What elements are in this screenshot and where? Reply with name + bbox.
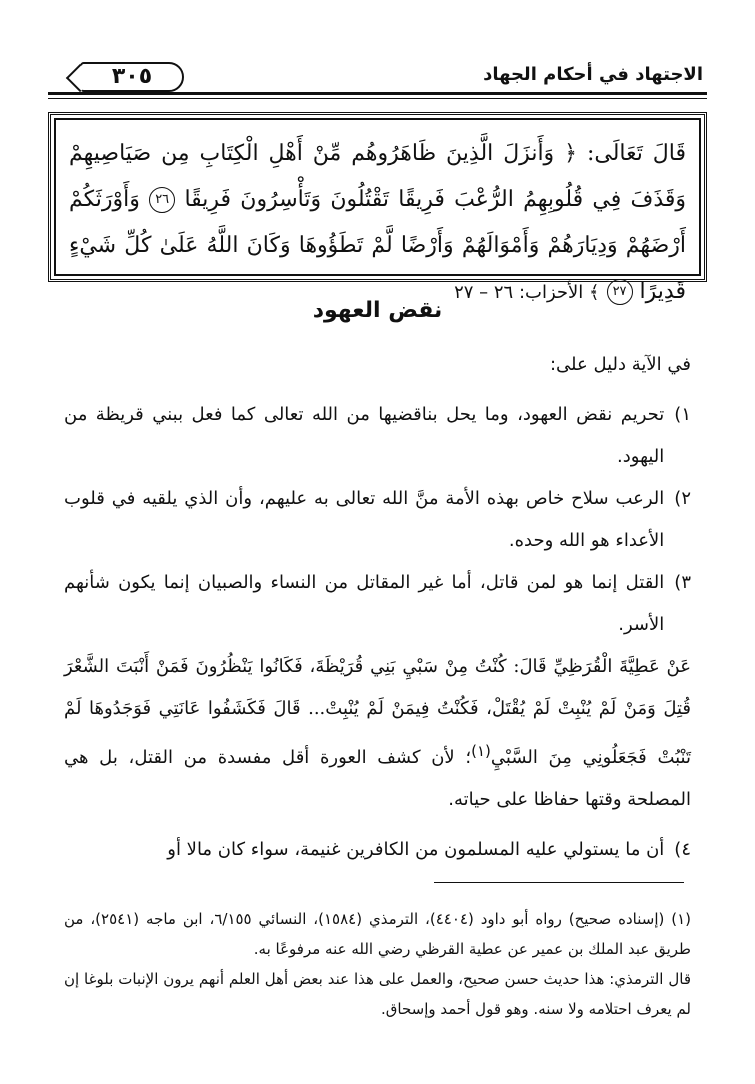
hadith-text: عَنْ عَطِيَّةَ الْقُرَظِيِّ قَالَ: كُنْتُ مِنْ سَبْيِ بَنِي قُرَيْظَةَ، فَكَانُوا يَنْظُرُونَ فَمَنْ أَنْبَتَ الشَّعْرَ قُتِلَ وَمَنْ لَمْ يُنْبِتْ لَمْ يُقْتَلْ، فَكُنْتُ فِيمَنْ لَمْ يُنْبِتْ... قَالَ فَكَشَفُوا عَانَتِي فَوَجَدُوهَا لَمْ تَنْبُتْ فَجَعَلُونِي مِنَ السَّبْيِ — [64, 656, 691, 768]
list-item-text: القتل إنما هو لمن قاتل، أما غير المقاتل من النساء والصبيان إنما يكون شأنهم الأسر. — [64, 572, 665, 635]
list-item-text: أن ما يستولي عليه المسلمون من الكافرين غنيمة، سواء كان مالا أو — [167, 839, 665, 860]
quran-line-2: الرُّعْبَ فَرِيقًا تَقْتُلُونَ وَتَأْسِرُونَ فَرِيقًا — [184, 187, 514, 212]
footnote-2: قال الترمذي: هذا حديث حسن صحيح، والعمل على هذا عند بعض أهل العلم أنهم يرون الإنبات بلوغا إن لم يعرف احتلامه ولا سنه. وهو قول أحمد وإسحاق. — [64, 970, 691, 1018]
list-item — [64, 394, 691, 478]
footnote-marker: (١) — [471, 742, 491, 760]
quran-verse — [69, 131, 687, 304]
quran-intro: قَالَ تَعَالَى: — [586, 141, 687, 166]
quran-verse-box — [48, 112, 707, 304]
header-rule-thick — [48, 92, 707, 95]
intro-line: في الآية دليل على: — [549, 354, 691, 375]
page-number-badge: ٣٠٥ — [80, 62, 184, 92]
list-item-text: تحريم نقض العهود، وما يحل بناقضيها من الله تعالى كما فعل ببني قريظة من اليهود. — [64, 404, 665, 467]
hadith-paragraph — [64, 646, 691, 821]
list-item-number: ٣) — [674, 572, 691, 593]
footnote-1: (١) (إسناده صحيح) رواه أبو داود (٤٤٠٤)، الترمذي (١٥٨٤)، النسائي ٦/١٥٥، ابن ماجه (٢٥٤١)، من طريق عبد الملك بن عمير عن عطية القرظي رضي الله عنه مرفوعًا به. — [64, 910, 691, 958]
quran-line-1: ﴿ وَأَنزَلَ الَّذِينَ ظَاهَرُوهُم مِّنْ أَهْلِ الْكِتَابِ مِن صَيَاصِيهِمْ وَقَذَفَ فِي قُلُوبِهِمُ — [69, 141, 687, 212]
hadith-comment: ؛ لأن كشف العورة أقل مفسدة من القتل، بل هي المصلحة وقتها حفاظا على حياته. — [64, 747, 691, 810]
footnotes — [64, 904, 691, 1024]
running-title: الاجتهاد في أحكام الجهاد — [483, 64, 703, 85]
list-item-text: الرعب سلاح خاص بهذه الأمة منَّ الله تعالى به عليهم، وأن الذي يلقيه في قلوب الأعداء هو الله وحده. — [64, 488, 665, 551]
ayah-number-marker: ٢٧ — [607, 279, 633, 305]
list-item-number: ٢) — [674, 488, 691, 509]
list-item-number: ٤) — [674, 839, 691, 860]
list-item — [64, 478, 691, 562]
page-header — [48, 52, 707, 96]
list-item — [64, 829, 691, 871]
list-item-number: ١) — [674, 404, 691, 425]
surah-reference: ﴾ الأحزاب: ٢٦ – ٢٧ — [454, 282, 600, 303]
header-rule-thin — [48, 98, 707, 99]
ayah-number-marker: ٢٦ — [149, 187, 175, 213]
main-body — [64, 344, 691, 871]
footnote-separator — [434, 882, 684, 883]
list-item — [64, 562, 691, 646]
quran-line-3: وَأَوْرَثَكُمْ أَرْضَهُمْ وَدِيَارَهُمْ وَأَمْوَالَهُمْ وَأَرْضًا لَّمْ تَطَؤُوهَا وَكَانَ اللَّهُ عَلَىٰ كُلِّ شَيْءٍ قَدِيرًا — [69, 187, 686, 304]
section-title: نقض العهود — [312, 298, 443, 323]
